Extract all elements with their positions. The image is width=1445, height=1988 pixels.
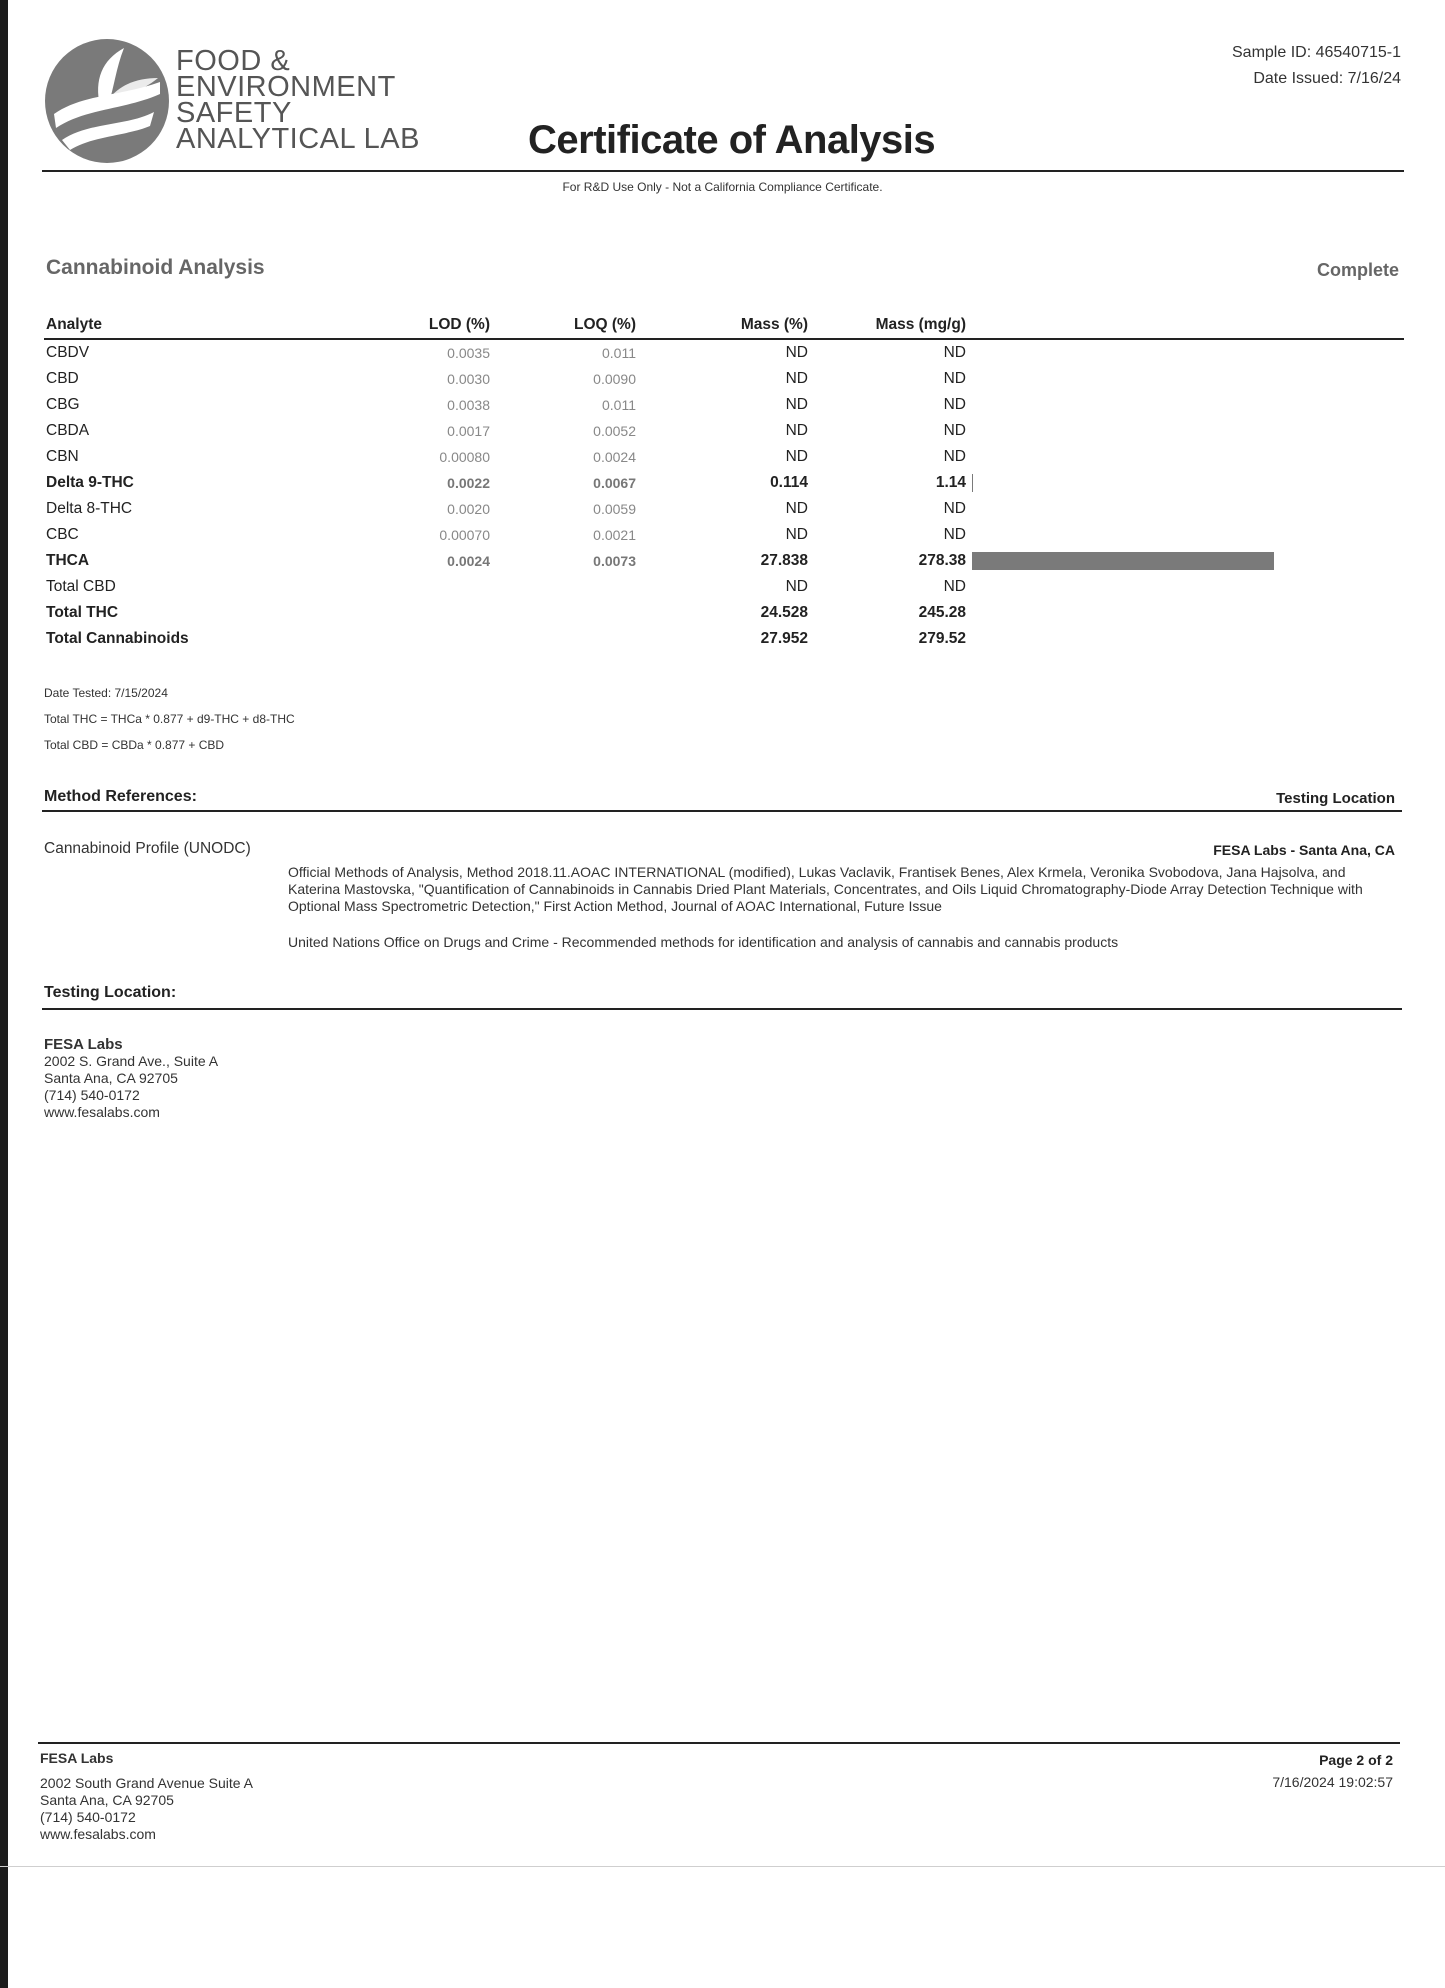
cell-analyte: Delta 8-THC — [46, 500, 133, 517]
logo-line: SAFETY — [176, 97, 292, 129]
generated-timestamp: 7/16/2024 19:02:57 — [1272, 1774, 1393, 1790]
website: www.fesalabs.com — [44, 1104, 160, 1120]
cell-loq: 0.011 — [602, 397, 636, 413]
date-issued: Date Issued: 7/16/24 — [1253, 70, 1401, 87]
header-divider — [42, 170, 1404, 172]
method-reference-unodc: United Nations Office on Drugs and Crime - Recommended methods for identification and analysis of cannabis and cannabis products — [288, 934, 1119, 950]
method-reference-aoac: Official Methods of Analysis, Method 2018.11.AOAC INTERNATIONAL (modified), Lukas Vaclavik, Frantisek Benes, Alex Krmela, Veronika Svobodova, Jana Hajsolva, and Katerina Mastovska, "Quantification of Cannabinoids in Cannabis Dried Plant Materials, Concentrates, and Oils Liquid Chromatography-Diode Array Detection Technique with Optional Mass Spectrometric Detection," First Action Method, Journal of AOAC International, Future Issue — [288, 864, 1363, 914]
date-tested: Date Tested: 7/15/2024 — [44, 686, 168, 700]
cell-lod — [264, 626, 490, 652]
cell-loq: 0.011 — [602, 345, 636, 361]
total-thc-formula: Total THC = THCa * 0.877 + d9-THC + d8-THC — [44, 712, 295, 726]
total-cbd-formula: Total CBD = CBDa * 0.877 + CBD — [44, 738, 225, 752]
table-row — [44, 444, 1404, 470]
cell-loq: 0.0073 — [593, 553, 636, 569]
section-title: Cannabinoid Analysis — [46, 256, 265, 279]
cell-analyte: Total Cannabinoids — [46, 630, 189, 647]
cell-mass-mg: ND — [943, 500, 966, 517]
column-header-mass-mg: Mass (mg/g) — [808, 312, 966, 339]
sample-id: Sample ID: 46540715-1 — [1232, 44, 1401, 61]
location-divider — [42, 1008, 1402, 1010]
footer-lab-name: FESA Labs — [40, 1750, 114, 1766]
cell-bar — [966, 496, 1404, 522]
table-row — [44, 392, 1404, 418]
table-row — [44, 522, 1404, 548]
footer-phone: (714) 540-0172 — [40, 1809, 136, 1825]
scan-artifact-line — [0, 1866, 1445, 1867]
cell-bar — [966, 339, 1404, 366]
cell-analyte: CBDV — [46, 344, 90, 361]
table-row — [44, 418, 1404, 444]
cell-bar — [966, 366, 1404, 392]
address-line: 2002 S. Grand Ave., Suite A — [44, 1053, 219, 1069]
cell-mass-mg: ND — [943, 422, 966, 439]
phone: (714) 540-0172 — [44, 1087, 140, 1103]
table-row — [44, 496, 1404, 522]
cell-lod: 0.0030 — [447, 371, 490, 387]
table-row — [44, 339, 1404, 366]
table-row — [44, 470, 1404, 496]
cell-mass-pct: 27.838 — [760, 552, 808, 569]
table-row — [44, 366, 1404, 392]
cell-lod: 0.0020 — [447, 501, 490, 517]
column-header-loq: LOQ (%) — [490, 312, 636, 339]
cell-loq — [490, 574, 636, 600]
cell-analyte: Delta 9-THC — [46, 474, 134, 491]
cell-analyte: CBN — [46, 448, 79, 465]
cell-lod: 0.0038 — [447, 397, 490, 413]
cell-bar — [966, 418, 1404, 444]
page-number: Page 2 of 2 — [1319, 1752, 1393, 1768]
cell-mass-mg: 1.14 — [935, 474, 966, 491]
footer-divider — [38, 1742, 1400, 1744]
cell-mass-pct: ND — [785, 370, 808, 387]
cell-bar — [966, 392, 1404, 418]
cell-bar — [966, 444, 1404, 470]
testing-location-header: Testing Location — [1276, 790, 1395, 807]
method-divider — [42, 810, 1402, 812]
scan-edge — [0, 0, 8, 1988]
method-references-label: Method References: — [44, 788, 197, 805]
column-header-lod: LOD (%) — [264, 312, 490, 339]
cell-lod: 0.0024 — [447, 553, 490, 569]
table-row — [44, 574, 1404, 600]
cell-mass-mg: ND — [943, 344, 966, 361]
cell-mass-pct: ND — [785, 578, 808, 595]
cell-bar — [966, 470, 1404, 496]
column-header-analyte: Analyte — [44, 312, 264, 339]
cell-loq: 0.0024 — [593, 449, 636, 465]
cell-mass-mg: ND — [943, 526, 966, 543]
compliance-disclaimer: For R&D Use Only - Not a California Compliance Certificate. — [562, 180, 883, 194]
cell-mass-mg: ND — [943, 370, 966, 387]
cell-mass-pct: ND — [785, 422, 808, 439]
logo-line: ENVIRONMENT — [176, 71, 396, 103]
cell-lod — [264, 600, 490, 626]
cell-bar — [966, 522, 1404, 548]
column-header-bar — [966, 312, 1404, 339]
column-header-mass-pct: Mass (%) — [636, 312, 808, 339]
cell-mass-mg: 278.38 — [918, 552, 966, 569]
cell-mass-mg: 245.28 — [918, 604, 966, 621]
cell-mass-mg: ND — [943, 396, 966, 413]
cell-lod: 0.00080 — [439, 449, 490, 465]
footer-address-line: Santa Ana, CA 92705 — [40, 1792, 174, 1808]
lab-address — [44, 1036, 218, 1121]
status-label: Complete — [1316, 260, 1399, 280]
cell-lod: 0.0035 — [447, 345, 490, 361]
cell-mass-pct: 24.528 — [760, 604, 808, 621]
cell-bar — [966, 626, 1404, 652]
mass-bar — [972, 474, 973, 492]
cell-bar — [966, 574, 1404, 600]
logo-line: ANALYTICAL LAB — [176, 123, 420, 155]
cannabinoid-table — [44, 312, 1404, 652]
cell-analyte: Total CBD — [46, 578, 116, 595]
lab-logo-icon — [42, 36, 172, 166]
cell-loq: 0.0090 — [593, 371, 636, 387]
cell-loq — [490, 626, 636, 652]
cell-mass-pct: 27.952 — [760, 630, 808, 647]
address-line: Santa Ana, CA 92705 — [44, 1070, 178, 1086]
cell-lod: 0.0022 — [447, 475, 490, 491]
cell-loq: 0.0059 — [593, 501, 636, 517]
document-title: Certificate of Analysis — [528, 118, 936, 162]
cell-mass-pct: ND — [785, 396, 808, 413]
logo-wordmark — [176, 45, 420, 155]
testing-location-label: Testing Location: — [44, 984, 177, 1001]
footer-website: www.fesalabs.com — [40, 1826, 156, 1842]
cell-lod: 0.0017 — [447, 423, 490, 439]
cell-analyte: THCA — [46, 552, 90, 569]
cell-lod: 0.00070 — [439, 527, 490, 543]
lab-name: FESA Labs — [44, 1036, 123, 1053]
cell-mass-pct: 0.114 — [770, 474, 808, 491]
cell-loq — [490, 600, 636, 626]
cell-analyte: CBDA — [46, 422, 90, 439]
cell-mass-pct: ND — [785, 500, 808, 517]
cell-loq: 0.0067 — [593, 475, 636, 491]
table-row — [44, 548, 1404, 574]
mass-bar — [972, 552, 1274, 570]
cell-mass-pct: ND — [785, 448, 808, 465]
cell-mass-mg: 279.52 — [918, 630, 966, 647]
cell-loq: 0.0052 — [593, 423, 636, 439]
logo-line: FOOD & — [176, 45, 291, 77]
footer-address — [40, 1750, 253, 1843]
cell-analyte: Total THC — [46, 604, 119, 621]
cell-analyte: CBD — [46, 370, 79, 387]
table-row — [44, 626, 1404, 652]
method-location: FESA Labs - Santa Ana, CA — [1213, 842, 1395, 858]
cell-mass-pct: ND — [785, 526, 808, 543]
cell-mass-pct: ND — [785, 344, 808, 361]
cell-bar — [966, 600, 1404, 626]
table-header-row — [44, 312, 1404, 339]
cell-mass-mg: ND — [943, 448, 966, 465]
cell-analyte: CBC — [46, 526, 79, 543]
cell-loq: 0.0021 — [593, 527, 636, 543]
method-name: Cannabinoid Profile (UNODC) — [44, 840, 251, 857]
cell-lod — [264, 574, 490, 600]
cell-analyte: CBG — [46, 396, 80, 413]
table-row — [44, 600, 1404, 626]
cell-bar — [966, 548, 1404, 574]
cell-mass-mg: ND — [943, 578, 966, 595]
footer-address-line: 2002 South Grand Avenue Suite A — [40, 1775, 254, 1791]
